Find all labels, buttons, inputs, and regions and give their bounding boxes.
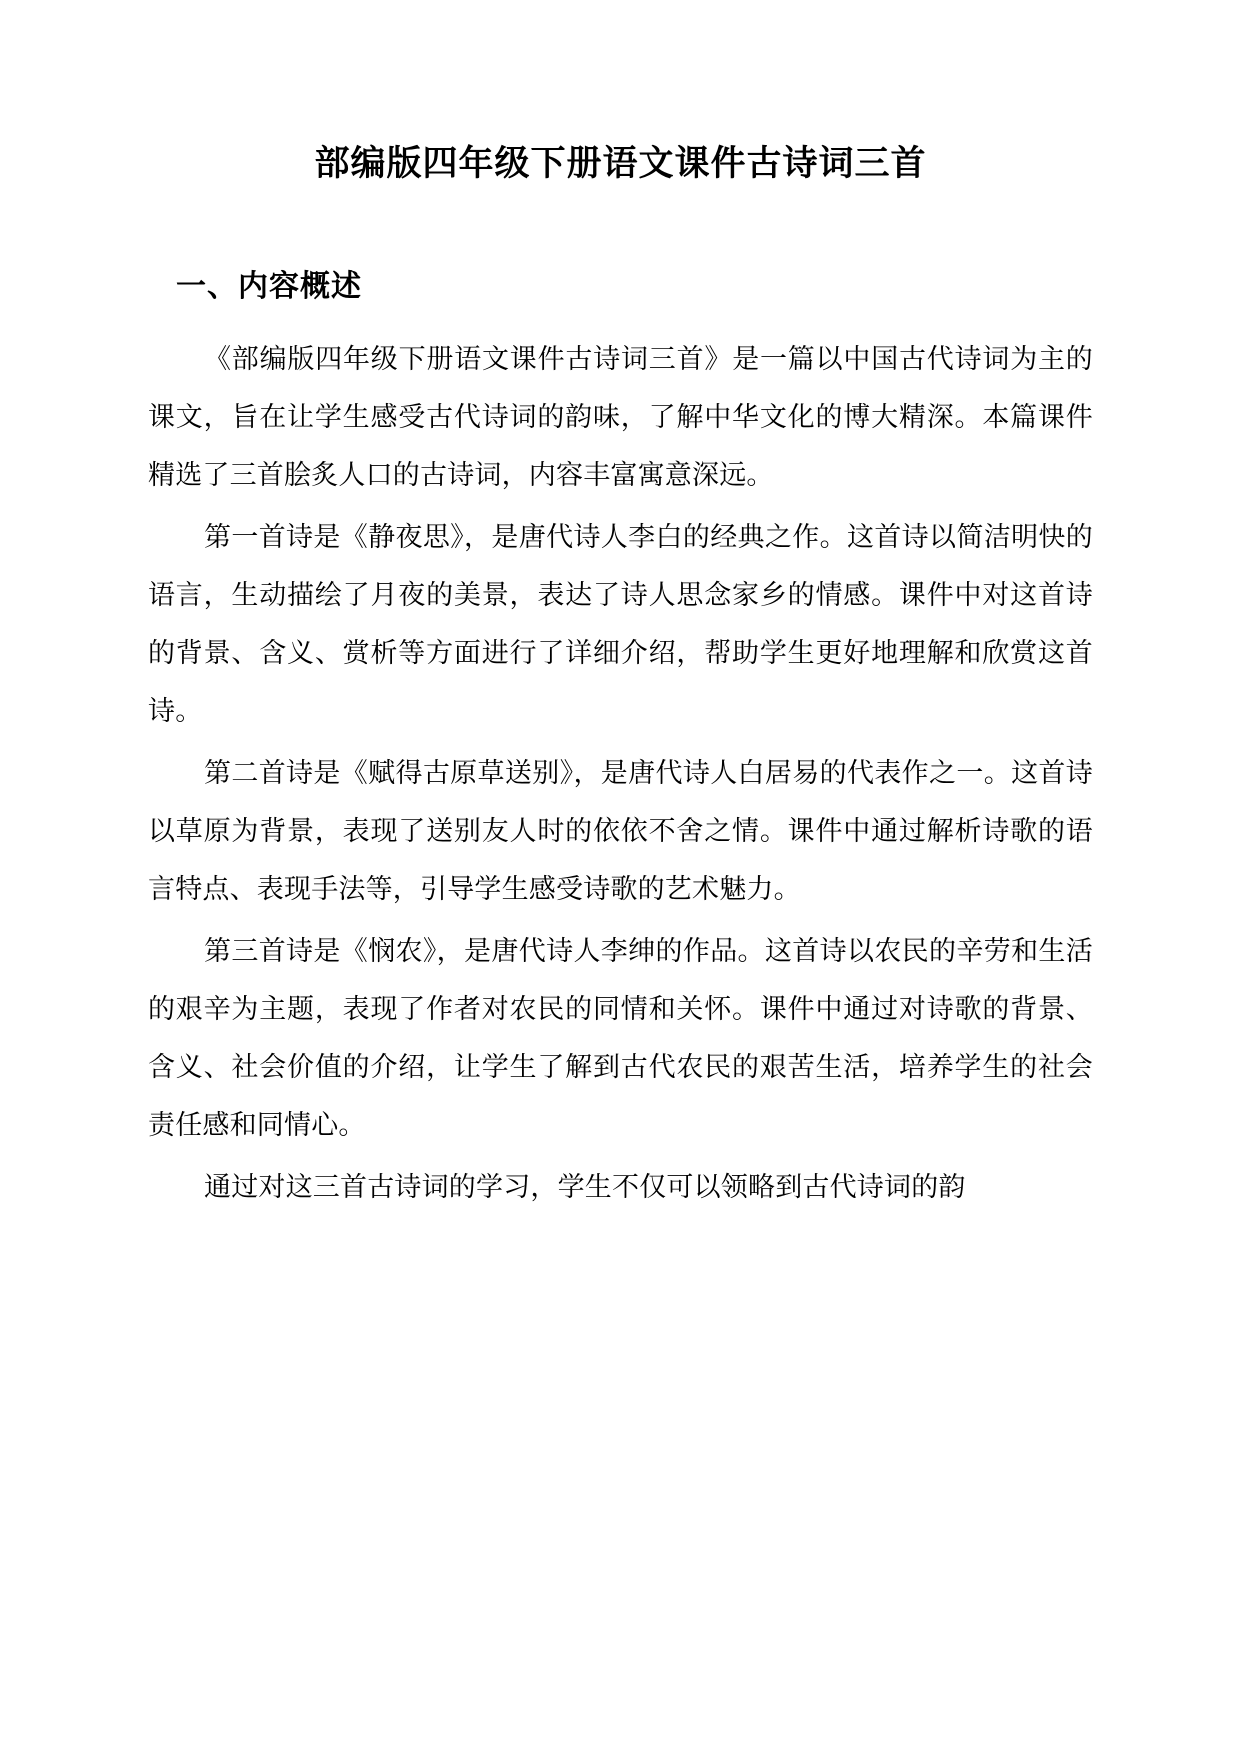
paragraph: 第三首诗是《悯农》，是唐代诗人李绅的作品。这首诗以农民的辛劳和生活的艰辛为主题，表现了作者对农民的同情和关怀。课件中通过对诗歌的背景、含义、社会价值的介绍，让学生了解到古代农民的艰苦生活，培养学生的社会责任感和同情心。	[148, 936, 1093, 1141]
paragraph: 第一首诗是《静夜思》，是唐代诗人李白的经典之作。这首诗以简洁明快的语言，生动描绘了月夜的美景，表达了诗人思念家乡的情感。课件中对这首诗的背景、含义、赏析等方面进行了详细介绍，帮助学生更好地理解和欣赏这首诗。	[148, 522, 1093, 727]
page-title: 部编版四年级下册语文课件古诗词三首	[314, 144, 927, 184]
paragraph: 《部编版四年级下册语文课件古诗词三首》是一篇以中国古代诗词为主的课文，旨在让学生感受古代诗词的韵味，了解中华文化的博大精深。本篇课件精选了三首脍炙人口的古诗词，内容丰富寓意深远。	[148, 344, 1093, 491]
paragraph: 通过对这三首古诗词的学习，学生不仅可以领略到古代诗词的韵	[204, 1172, 966, 1203]
section-heading-overview: 一、内容概述	[176, 269, 362, 304]
paragraph: 第二首诗是《赋得古原草送别》，是唐代诗人白居易的代表作之一。这首诗以草原为背景，表现了送别友人时的依依不舍之情。课件中通过解析诗歌的语言特点、表现手法等，引导学生感受诗歌的艺术魅力。	[148, 758, 1093, 905]
